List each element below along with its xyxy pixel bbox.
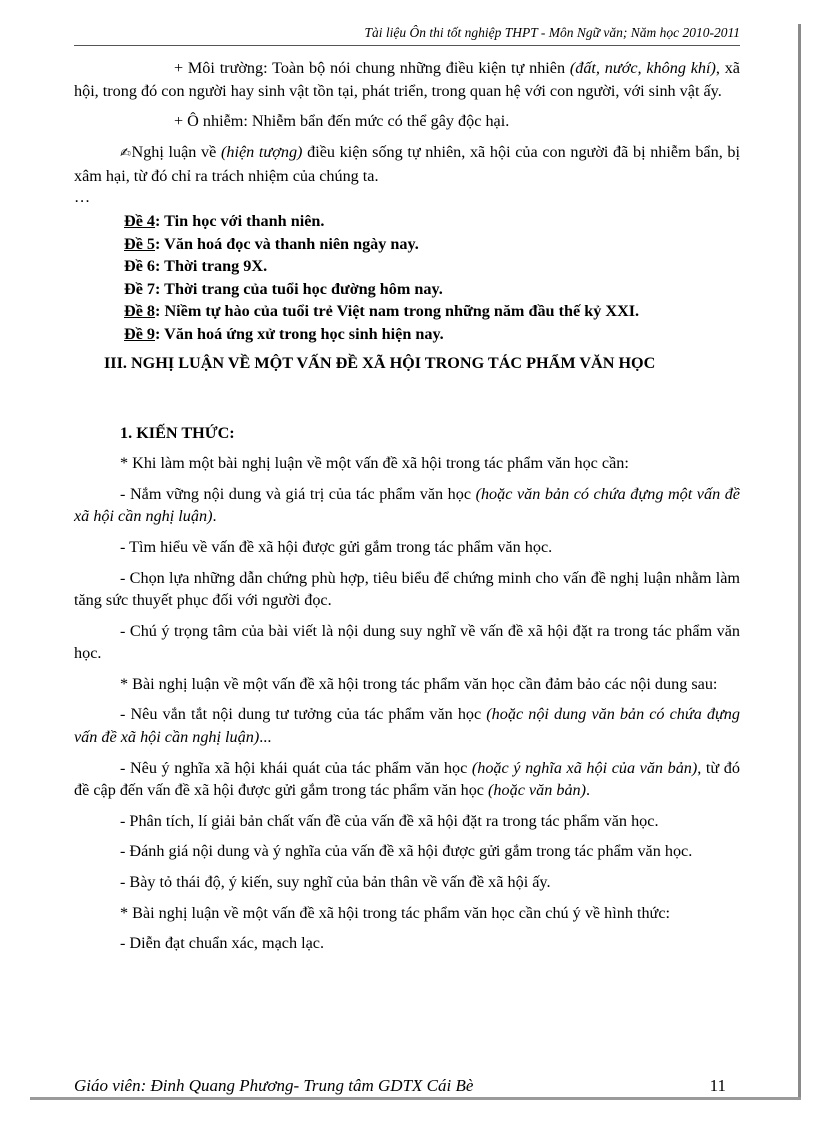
header-rule — [74, 45, 740, 46]
paragraph-pollution: + Ô nhiễm: Nhiễm bẩn đến mức có thể gây độc hại. — [174, 112, 510, 131]
section-heading: III. NGHỊ LUẬN VỀ MỘT VẤN ĐỀ XÃ HỘI TRONG TÁC PHẨM VĂN HỌC — [104, 353, 656, 372]
page-border-bottom — [30, 1097, 801, 1100]
page-border-right — [798, 24, 801, 1097]
paragraph-k8: - Nêu ý nghĩa xã hội khái quát của tác phẩm văn học (hoặc ý nghĩa xã hội của văn bản), từ đó đề cập đến vấn đề xã hội được gửi gắm trong tác phẩm văn học (hoặc văn bản). — [74, 758, 740, 800]
paragraph-k5: - Chú ý trọng tâm của bài viết là nội dung suy nghĩ về vấn đề xã hội đặt ra trong tác phẩm văn học. — [74, 621, 740, 663]
topic-list — [74, 210, 740, 346]
paragraph-k4: - Chọn lựa những dẫn chứng phù hợp, tiêu biểu để chứng minh cho vấn đề nghị luận nhằm làm tăng sức thuyết phục đối với người đọc. — [74, 568, 740, 610]
paragraph-k12: * Bài nghị luận về một vấn đề xã hội trong tác phẩm văn học cần chú ý về hình thức: — [120, 903, 671, 922]
topic-item: Đề 8: Niềm tự hào của tuổi trẻ Việt nam trong những năm đầu thế kỷ XXI. — [124, 302, 640, 321]
writing-hand-icon: ✍ — [120, 145, 132, 161]
paragraph-k6: * Bài nghị luận về một vấn đề xã hội trong tác phẩm văn học cần đảm bảo các nội dung sau: — [120, 674, 718, 693]
paragraph-k2: - Nắm vững nội dung và giá trị của tác phẩm văn học (hoặc văn bản có chứa đựng một vấn đề xã hội cần nghị luận). — [74, 484, 740, 526]
topic-item: Đề 6: Thời trang 9X. — [124, 257, 268, 276]
subheading-knowledge: 1. KIẾN THỨC: — [120, 423, 235, 442]
page-footer — [74, 1076, 740, 1096]
paragraph-argument: ✍Nghị luận về (hiện tượng) điều kiện sống tự nhiên, xã hội của con người đã bị nhiễm bẩn, bị xâm hại, từ đó chỉ ra trách nhiệm của chúng ta. — [74, 142, 740, 186]
topic-item: Đề 7: Thời trang của tuổi học đường hôm nay. — [124, 279, 443, 298]
topic-item: Đề 5: Văn hoá đọc và thanh niên ngày nay. — [124, 234, 419, 253]
topic-item: Đề 4: Tin học với thanh niên. — [124, 211, 325, 230]
paragraph-k10: - Đánh giá nội dung và ý nghĩa của vấn đề xã hội được gửi gắm trong tác phẩm văn học. — [120, 842, 693, 861]
ellipsis: … — [74, 187, 91, 206]
paragraph-k7: - Nêu vắn tắt nội dung tư tưởng của tác phẩm văn học (hoặc nội dung văn bản có chứa đựng vấn đề xã hội cần nghị luận)... — [74, 705, 740, 747]
paragraph-k13: - Diễn đạt chuẩn xác, mạch lạc. — [120, 934, 325, 953]
paragraph-k1: * Khi làm một bài nghị luận về một vấn đề xã hội trong tác phẩm văn học cần: — [120, 454, 629, 473]
page-number: 11 — [709, 1076, 726, 1095]
paragraph-environment: + Môi trường: Toàn bộ nói chung những điều kiện tự nhiên (đất, nước, không khí), xã hội, trong đó con người hay sinh vật tồn tại, phát triển, trong quan hệ với con người, với sinh vật ấy. — [74, 59, 740, 100]
page-header: Tài liệu Ôn thi tốt nghiệp THPT - Môn Ngữ văn; Năm học 2010-2011 — [364, 25, 740, 40]
footer-teacher: Giáo viên: Đinh Quang Phương- Trung tâm GDTX Cái Bè — [74, 1076, 474, 1095]
paragraph-k9: - Phân tích, lí giải bản chất vấn đề của vấn đề xã hội đặt ra trong tác phẩm văn học. — [120, 811, 659, 830]
topic-item: Đề 9: Văn hoá ứng xử trong học sinh hiện nay. — [124, 324, 444, 343]
page-content — [74, 57, 740, 955]
paragraph-k3: - Tìm hiểu về vấn đề xã hội được gửi gắm trong tác phẩm văn học. — [120, 537, 553, 556]
paragraph-k11: - Bày tỏ thái độ, ý kiến, suy nghĩ của bản thân về vấn đề xã hội ấy. — [120, 873, 551, 892]
